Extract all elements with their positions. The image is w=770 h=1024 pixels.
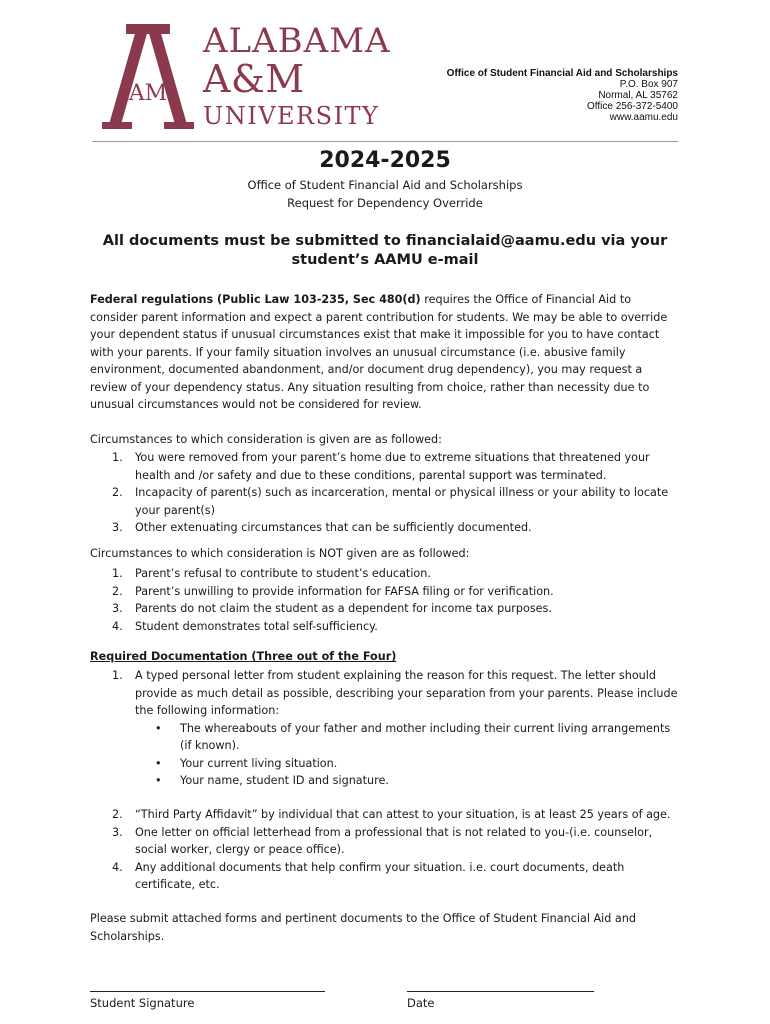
list-item: 1. A typed personal letter from student explaining the reason for this request. The letter should provide as much detail as possible, describing your separation from your parents. Please include the following information: • The whereabouts of your father and mother including their current living arrangements (if known). • Your current living situation. • Your name, student ID and signature. [90, 667, 680, 790]
headline-line1: All documents must be submitted to financialaid@aamu.edu via your [102, 233, 668, 249]
closing-instructions: Please submit attached forms and pertinent documents to the Office of Student Financial Aid and Scholarships. [90, 912, 636, 943]
list-item: 2. Parent’s unwilling to provide information for FAFSA filing or for verification. [112, 584, 554, 598]
logo-line-am: A&M [203, 57, 305, 101]
required-info-bullets [135, 720, 680, 790]
office-subtitle: Office of Student Financial Aid and Scholarships [247, 178, 523, 192]
intro-body: requires the Office of Financial Aid to consider parent information and expect a parent contribution for students. We may be able to override your dependent status if unusual circumstances exist that make it impossible for you to have contact with your parents. If your family situation involves an unusual circumstance (i.e. abusive family environment, documented abandonment, and/or document drug dependency), you may request a review of your dependency status. Any situation resulting from choice, rather than necessity due to unusual circumstances would not be considered for review. [90, 293, 668, 411]
required-documentation-list-continued [90, 806, 680, 894]
bullet-item: • Your current living situation. [155, 756, 338, 770]
award-year-title: 2024-2025 [319, 148, 451, 173]
required-documentation-heading: Required Documentation (Three out of the Four) [90, 650, 397, 663]
not-considered-list [90, 565, 680, 635]
list-item: 2. “Third Party Affidavit” by individual that can attest to your situation, is at least 25 years of age. [112, 808, 671, 821]
website: www.aamu.edu [609, 112, 678, 123]
request-subtitle: Request for Dependency Override [287, 196, 483, 210]
not-considered-heading: Circumstances to which consideration is NOT given are as followed: [90, 547, 470, 560]
list-item: 4. Any additional documents that help confirm your situation. i.e. court documents, death certificate, etc. [112, 860, 625, 891]
headline-line2: student’s AAMU e-mail [291, 252, 479, 268]
po-box: P.O. Box 907 [619, 79, 678, 90]
university-logo-icon [98, 20, 198, 132]
list-item: 4. Student demonstrates total self-sufficiency. [112, 619, 378, 633]
list-item: 1. Parent’s refusal to contribute to student’s education. [112, 567, 431, 580]
required-documentation-list [90, 667, 680, 790]
office-address-block [447, 68, 678, 123]
intro-bold-lead: Federal regulations (Public Law 103-235, Sec 480(d) [90, 293, 421, 306]
list-item: 3. One letter on official letterhead from a professional that is not related to you-(i.e. counselor, social worker, clergy or peace office). [112, 825, 653, 856]
office-name: Office of Student Financial Aid and Scholarships [446, 68, 678, 79]
student-signature-label: Student Signature [90, 996, 195, 1010]
list-item: 1. You were removed from your parent’s home due to extreme situations that threatened your health and /or safety and due to these conditions, parental support was terminated. [112, 451, 650, 482]
submission-headline [0, 232, 770, 270]
list-item: 3. Other extenuating circumstances that can be sufficiently documented. [112, 521, 532, 534]
office-phone: Office 256-372-5400 [587, 101, 678, 112]
list-item: 3. Parents do not claim the student as a dependent for income tax purposes. [112, 602, 552, 615]
intro-paragraph [90, 291, 680, 414]
bullet-item: • The whereabouts of your father and mother including their current living arrangements (if known). [155, 721, 671, 752]
city-state-zip: Normal, AL 35762 [598, 90, 678, 101]
logo-monogram: AM [128, 81, 168, 106]
date-line[interactable] [407, 991, 594, 992]
logo-line-alabama: ALABAMA [203, 21, 391, 61]
list-item: 2. Incapacity of parent(s) such as incarceration, mental or physical illness or your ability to locate your parent(s) [112, 486, 669, 517]
considered-heading: Circumstances to which consideration is given are as followed: [90, 433, 442, 446]
date-label: Date [407, 996, 435, 1010]
header-divider [92, 141, 678, 142]
student-signature-line[interactable] [90, 991, 325, 992]
logo-line-university: UNIVERSITY [203, 102, 380, 130]
university-wordmark [203, 21, 391, 130]
bullet-item: • Your name, student ID and signature. [155, 774, 389, 787]
considered-list [90, 449, 680, 537]
